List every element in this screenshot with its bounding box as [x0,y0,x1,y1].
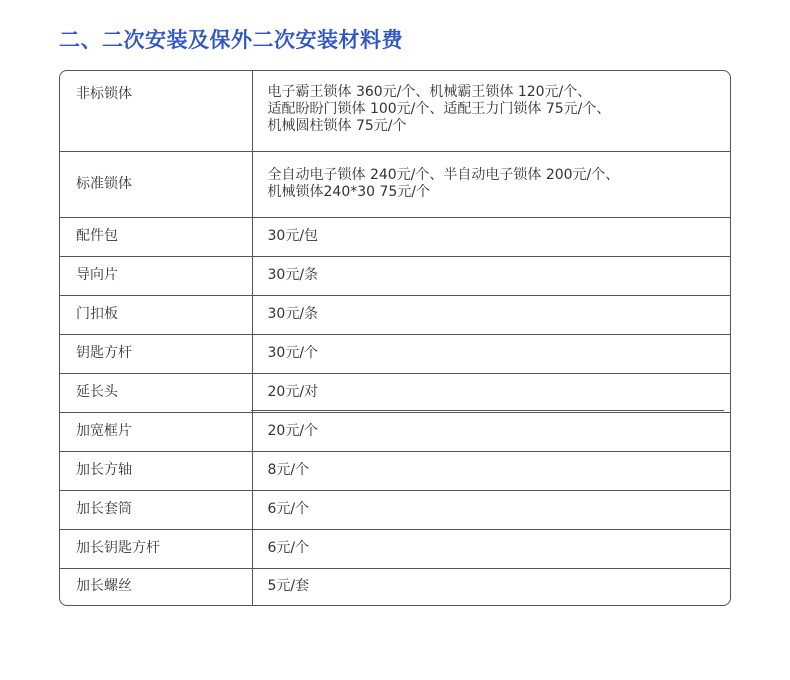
item-name: 导向片 [60,256,252,295]
item-price: 30元/条 [252,295,730,334]
price-table [60,71,730,605]
item-name: 配件包 [60,217,252,256]
item-name: 加宽框片 [60,412,252,451]
item-price: 30元/条 [252,256,730,295]
section-title: 二、二次安装及保外二次安装材料费 [59,28,403,52]
table-row [60,151,730,217]
table-row [60,568,730,605]
table-row [60,529,730,568]
row-divider [251,410,724,411]
item-price [252,71,730,151]
item-price: 6元/个 [252,490,730,529]
price-line: 全自动电子锁体 240元/个、半自动电子锁体 200元/个、 [267,166,620,183]
item-name: 非标锁体 [60,71,252,151]
table-row [60,373,730,412]
item-price: 20元/个 [252,412,730,451]
item-price: 30元/包 [252,217,730,256]
price-line: 电子霸王锁体 360元/个、机械霸王锁体 120元/个、 [267,84,592,100]
item-price [252,151,730,217]
item-name: 加长螺丝 [60,568,252,605]
item-price: 6元/个 [252,529,730,568]
table-row [60,451,730,490]
table-row [60,490,730,529]
price-line: 机械圆柱锁体 75元/个 [267,118,407,134]
table-row [60,334,730,373]
item-name: 加长方轴 [60,451,252,490]
item-price: 20元/对 [252,373,730,412]
price-line: 机械锁体240*30 75元/个 [267,183,431,200]
item-name: 延长头 [60,373,252,412]
table-row [60,412,730,451]
table-row [60,71,730,151]
price-line: 适配盼盼门锁体 100元/个、适配王力门锁体 75元/个、 [267,101,611,117]
item-price: 30元/个 [252,334,730,373]
table-row [60,217,730,256]
item-price: 8元/个 [252,451,730,490]
item-name: 加长钥匙方杆 [60,529,252,568]
item-name: 钥匙方杆 [60,334,252,373]
item-name: 标准锁体 [60,151,252,217]
item-price: 5元/套 [267,578,310,595]
material-fee-table [59,70,731,606]
table-row [60,256,730,295]
item-name: 加长套筒 [60,490,252,529]
table-row [60,295,730,334]
item-name: 门扣板 [60,295,252,334]
